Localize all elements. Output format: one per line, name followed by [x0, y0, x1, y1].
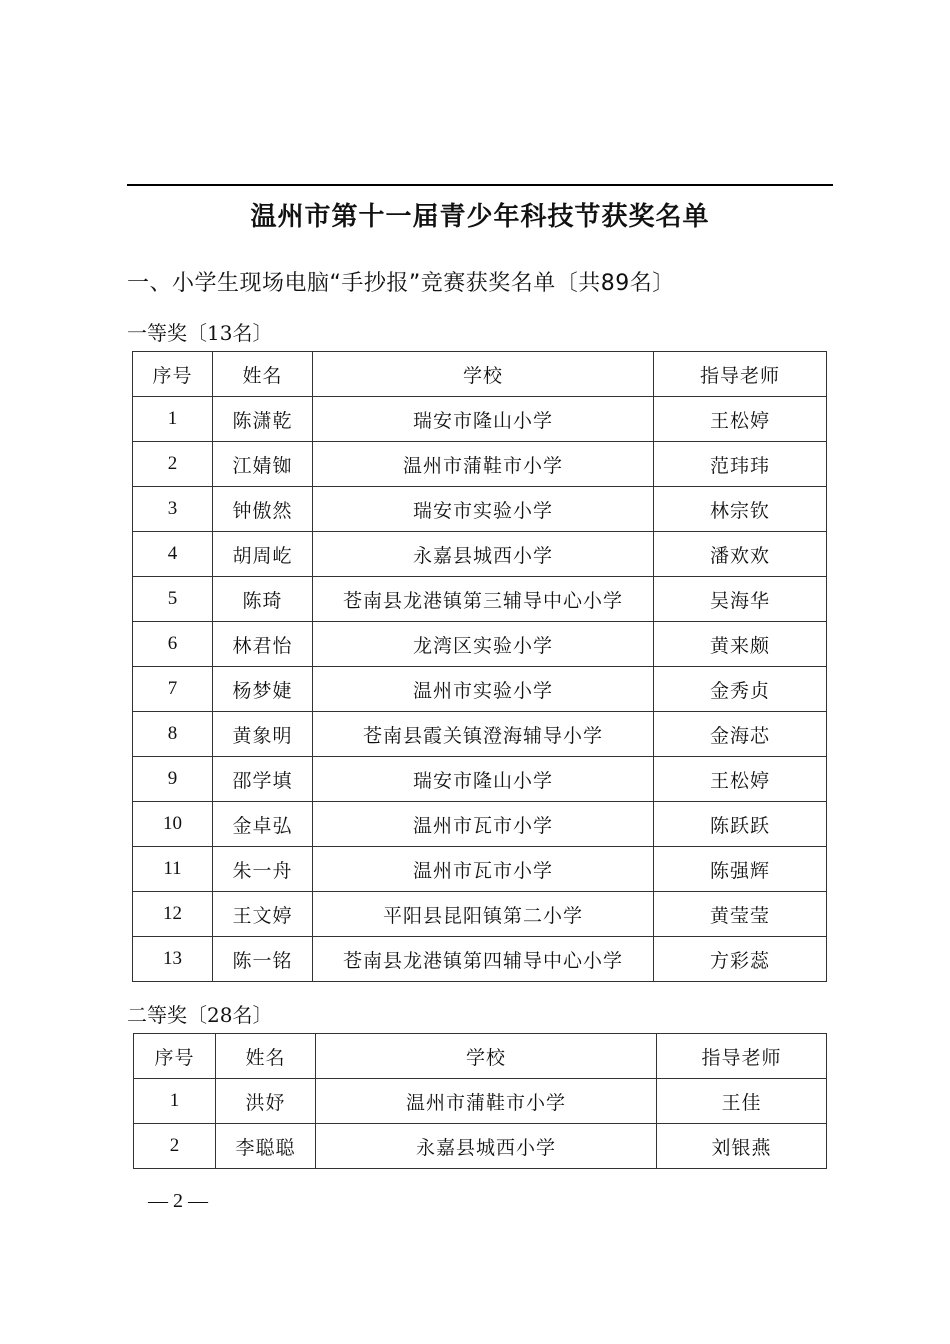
cell-teacher: 黄莹莹 — [654, 892, 827, 937]
table-row — [133, 757, 827, 802]
cell-name: 林君怡 — [213, 622, 313, 667]
header-teacher: 指导老师 — [654, 352, 827, 397]
table-row — [133, 937, 827, 982]
section-heading: 一、小学生现场电脑“手抄报”竞赛获奖名单〔共89名〕 — [127, 271, 675, 296]
cell-teacher: 黄来颇 — [654, 622, 827, 667]
cell-school: 温州市蒲鞋市小学 — [316, 1079, 657, 1124]
cell-teacher: 陈强辉 — [654, 847, 827, 892]
cell-index: 3 — [133, 487, 213, 532]
cell-index: 9 — [133, 757, 213, 802]
cell-index: 2 — [134, 1124, 216, 1169]
header-name: 姓名 — [213, 352, 313, 397]
cell-school: 平阳县昆阳镇第二小学 — [313, 892, 654, 937]
cell-name: 朱一舟 — [213, 847, 313, 892]
cell-index: 1 — [133, 397, 213, 442]
cell-index: 11 — [133, 847, 213, 892]
table-header-row — [133, 352, 827, 397]
cell-school: 永嘉县城西小学 — [316, 1124, 657, 1169]
cell-name: 钟傲然 — [213, 487, 313, 532]
table-row — [133, 667, 827, 712]
cell-teacher: 金海芯 — [654, 712, 827, 757]
cell-name: 黄象明 — [213, 712, 313, 757]
second-prize-table — [133, 1033, 827, 1169]
cell-school: 瑞安市实验小学 — [313, 487, 654, 532]
header-name: 姓名 — [216, 1034, 316, 1079]
header-rule — [127, 184, 833, 186]
cell-name: 陈琦 — [213, 577, 313, 622]
cell-index: 10 — [133, 802, 213, 847]
cell-index: 13 — [133, 937, 213, 982]
table-row — [133, 397, 827, 442]
header-school: 学校 — [313, 352, 654, 397]
cell-teacher: 范玮玮 — [654, 442, 827, 487]
cell-teacher: 陈跃跃 — [654, 802, 827, 847]
cell-index: 5 — [133, 577, 213, 622]
cell-name: 王文婷 — [213, 892, 313, 937]
cell-name: 金卓弘 — [213, 802, 313, 847]
cell-teacher: 王松婷 — [654, 757, 827, 802]
cell-school: 温州市瓦市小学 — [313, 847, 654, 892]
table-row — [134, 1079, 827, 1124]
cell-name: 胡周屹 — [213, 532, 313, 577]
cell-teacher: 潘欢欢 — [654, 532, 827, 577]
header-index: 序号 — [133, 352, 213, 397]
cell-school: 龙湾区实验小学 — [313, 622, 654, 667]
cell-school: 苍南县霞关镇澄海辅导小学 — [313, 712, 654, 757]
cell-teacher: 刘银燕 — [657, 1124, 827, 1169]
table-row — [134, 1124, 827, 1169]
cell-school: 苍南县龙港镇第三辅导中心小学 — [313, 577, 654, 622]
table-row — [133, 802, 827, 847]
table-row — [133, 847, 827, 892]
cell-school: 温州市蒲鞋市小学 — [313, 442, 654, 487]
first-prize-table — [132, 351, 827, 982]
table-row — [133, 622, 827, 667]
cell-index: 12 — [133, 892, 213, 937]
cell-school: 温州市实验小学 — [313, 667, 654, 712]
cell-teacher: 金秀贞 — [654, 667, 827, 712]
table-header-row — [134, 1034, 827, 1079]
cell-school: 瑞安市隆山小学 — [313, 757, 654, 802]
cell-index: 2 — [133, 442, 213, 487]
cell-teacher: 方彩蕊 — [654, 937, 827, 982]
table-row — [133, 577, 827, 622]
cell-school: 永嘉县城西小学 — [313, 532, 654, 577]
cell-school: 苍南县龙港镇第四辅导中心小学 — [313, 937, 654, 982]
cell-index: 4 — [133, 532, 213, 577]
table-row — [133, 532, 827, 577]
document-title: 温州市第十一届青少年科技节获奖名单 — [250, 202, 710, 232]
cell-index: 7 — [133, 667, 213, 712]
table-row — [133, 487, 827, 532]
page-number: — 2 — — [148, 1190, 208, 1212]
cell-teacher: 王松婷 — [654, 397, 827, 442]
cell-teacher: 林宗钦 — [654, 487, 827, 532]
second-prize-label: 二等奖〔28名〕 — [127, 1003, 273, 1027]
header-index: 序号 — [134, 1034, 216, 1079]
cell-school: 温州市瓦市小学 — [313, 802, 654, 847]
header-school: 学校 — [316, 1034, 657, 1079]
cell-name: 李聪聪 — [216, 1124, 316, 1169]
cell-name: 邵学填 — [213, 757, 313, 802]
cell-teacher: 吴海华 — [654, 577, 827, 622]
cell-teacher: 王佳 — [657, 1079, 827, 1124]
table-row — [133, 892, 827, 937]
cell-index: 6 — [133, 622, 213, 667]
first-prize-label: 一等奖〔13名〕 — [127, 321, 273, 345]
cell-name: 陈潇乾 — [213, 397, 313, 442]
cell-index: 8 — [133, 712, 213, 757]
cell-school: 瑞安市隆山小学 — [313, 397, 654, 442]
table-row — [133, 712, 827, 757]
cell-index: 1 — [134, 1079, 216, 1124]
cell-name: 洪妤 — [216, 1079, 316, 1124]
header-teacher: 指导老师 — [657, 1034, 827, 1079]
cell-name: 江婧铷 — [213, 442, 313, 487]
cell-name: 陈一铭 — [213, 937, 313, 982]
cell-name: 杨梦婕 — [213, 667, 313, 712]
table-row — [133, 442, 827, 487]
